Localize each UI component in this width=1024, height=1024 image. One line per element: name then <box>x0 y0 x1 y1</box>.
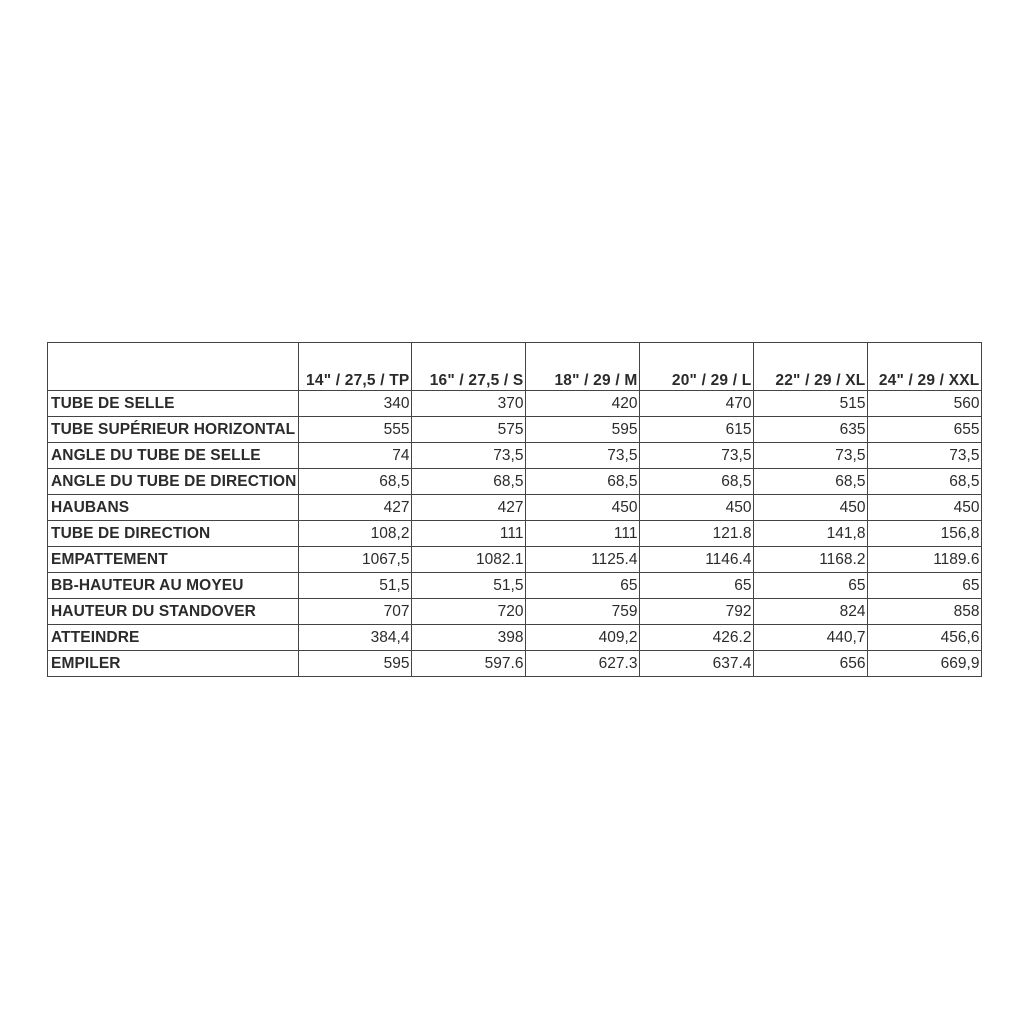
table-cell: 156,8 <box>868 521 982 547</box>
table-cell: 1189.6 <box>868 547 982 573</box>
geometry-table <box>47 342 982 677</box>
row-label: EMPILER <box>48 651 299 677</box>
table-cell: 51,5 <box>412 573 526 599</box>
table-cell: 68,5 <box>640 469 754 495</box>
table-cell: 426.2 <box>640 625 754 651</box>
table-cell: 65 <box>526 573 640 599</box>
table-cell: 669,9 <box>868 651 982 677</box>
table-cell: 595 <box>299 651 412 677</box>
table-cell: 111 <box>526 521 640 547</box>
table-cell: 121.8 <box>640 521 754 547</box>
table-cell: 792 <box>640 599 754 625</box>
row-label: ANGLE DU TUBE DE DIRECTION <box>48 469 299 495</box>
table-cell: 627.3 <box>526 651 640 677</box>
table-cell: 384,4 <box>299 625 412 651</box>
table-cell: 427 <box>299 495 412 521</box>
table-cell: 398 <box>412 625 526 651</box>
table-row <box>48 573 982 599</box>
table-cell: 656 <box>754 651 868 677</box>
row-label: HAUTEUR DU STANDOVER <box>48 599 299 625</box>
table-cell: 370 <box>412 391 526 417</box>
row-label: TUBE DE DIRECTION <box>48 521 299 547</box>
table-cell: 73,5 <box>412 443 526 469</box>
table-cell: 824 <box>754 599 868 625</box>
table-cell: 340 <box>299 391 412 417</box>
header-cell-size-tp: 14" / 27,5 / TP <box>299 343 412 391</box>
header-cell-size-xxl: 24" / 29 / XXL <box>868 343 982 391</box>
table-cell: 68,5 <box>868 469 982 495</box>
table-cell: 68,5 <box>412 469 526 495</box>
row-label: TUBE SUPÉRIEUR HORIZONTAL <box>48 417 299 443</box>
table-cell: 450 <box>640 495 754 521</box>
table-body <box>48 391 982 677</box>
table-cell: 615 <box>640 417 754 443</box>
table-cell: 450 <box>526 495 640 521</box>
table-cell: 720 <box>412 599 526 625</box>
table-cell: 655 <box>868 417 982 443</box>
table-row <box>48 391 982 417</box>
table-row <box>48 521 982 547</box>
header-cell-size-s: 16" / 27,5 / S <box>412 343 526 391</box>
table-cell: 108,2 <box>299 521 412 547</box>
table-cell: 1067,5 <box>299 547 412 573</box>
row-label: ANGLE DU TUBE DE SELLE <box>48 443 299 469</box>
table-cell: 74 <box>299 443 412 469</box>
table-cell: 858 <box>868 599 982 625</box>
row-label: TUBE DE SELLE <box>48 391 299 417</box>
row-label: HAUBANS <box>48 495 299 521</box>
table-cell: 595 <box>526 417 640 443</box>
table-cell: 456,6 <box>868 625 982 651</box>
row-label: BB-HAUTEUR AU MOYEU <box>48 573 299 599</box>
table-cell: 68,5 <box>526 469 640 495</box>
header-cell-size-l: 20" / 29 / L <box>640 343 754 391</box>
table-cell: 575 <box>412 417 526 443</box>
table-cell: 1146.4 <box>640 547 754 573</box>
row-label: EMPATTEMENT <box>48 547 299 573</box>
table-cell: 560 <box>868 391 982 417</box>
table-cell: 427 <box>412 495 526 521</box>
table-cell: 409,2 <box>526 625 640 651</box>
table-cell: 73,5 <box>640 443 754 469</box>
table-header-row <box>48 343 982 391</box>
table-cell: 73,5 <box>526 443 640 469</box>
header-cell-size-xl: 22" / 29 / XL <box>754 343 868 391</box>
table-row <box>48 417 982 443</box>
table-cell: 1082.1 <box>412 547 526 573</box>
table-cell: 65 <box>640 573 754 599</box>
header-cell-size-m: 18" / 29 / M <box>526 343 640 391</box>
table-cell: 73,5 <box>754 443 868 469</box>
table-cell: 515 <box>754 391 868 417</box>
table-row <box>48 443 982 469</box>
header-cell-empty <box>48 343 299 391</box>
table-cell: 707 <box>299 599 412 625</box>
table-row <box>48 547 982 573</box>
table-cell: 635 <box>754 417 868 443</box>
table-cell: 141,8 <box>754 521 868 547</box>
table-row <box>48 469 982 495</box>
table-cell: 420 <box>526 391 640 417</box>
table-cell: 555 <box>299 417 412 443</box>
table-cell: 637.4 <box>640 651 754 677</box>
table-cell: 68,5 <box>299 469 412 495</box>
table-row <box>48 651 982 677</box>
table-cell: 450 <box>754 495 868 521</box>
table-row <box>48 495 982 521</box>
table-cell: 65 <box>868 573 982 599</box>
table-cell: 440,7 <box>754 625 868 651</box>
row-label: ATTEINDRE <box>48 625 299 651</box>
table-cell: 111 <box>412 521 526 547</box>
table-cell: 759 <box>526 599 640 625</box>
table-cell: 65 <box>754 573 868 599</box>
table-cell: 68,5 <box>754 469 868 495</box>
table-cell: 1125.4 <box>526 547 640 573</box>
table-cell: 597.6 <box>412 651 526 677</box>
table-cell: 450 <box>868 495 982 521</box>
table-row <box>48 599 982 625</box>
table-row <box>48 625 982 651</box>
table-cell: 51,5 <box>299 573 412 599</box>
table-cell: 1168.2 <box>754 547 868 573</box>
table-cell: 470 <box>640 391 754 417</box>
table-cell: 73,5 <box>868 443 982 469</box>
